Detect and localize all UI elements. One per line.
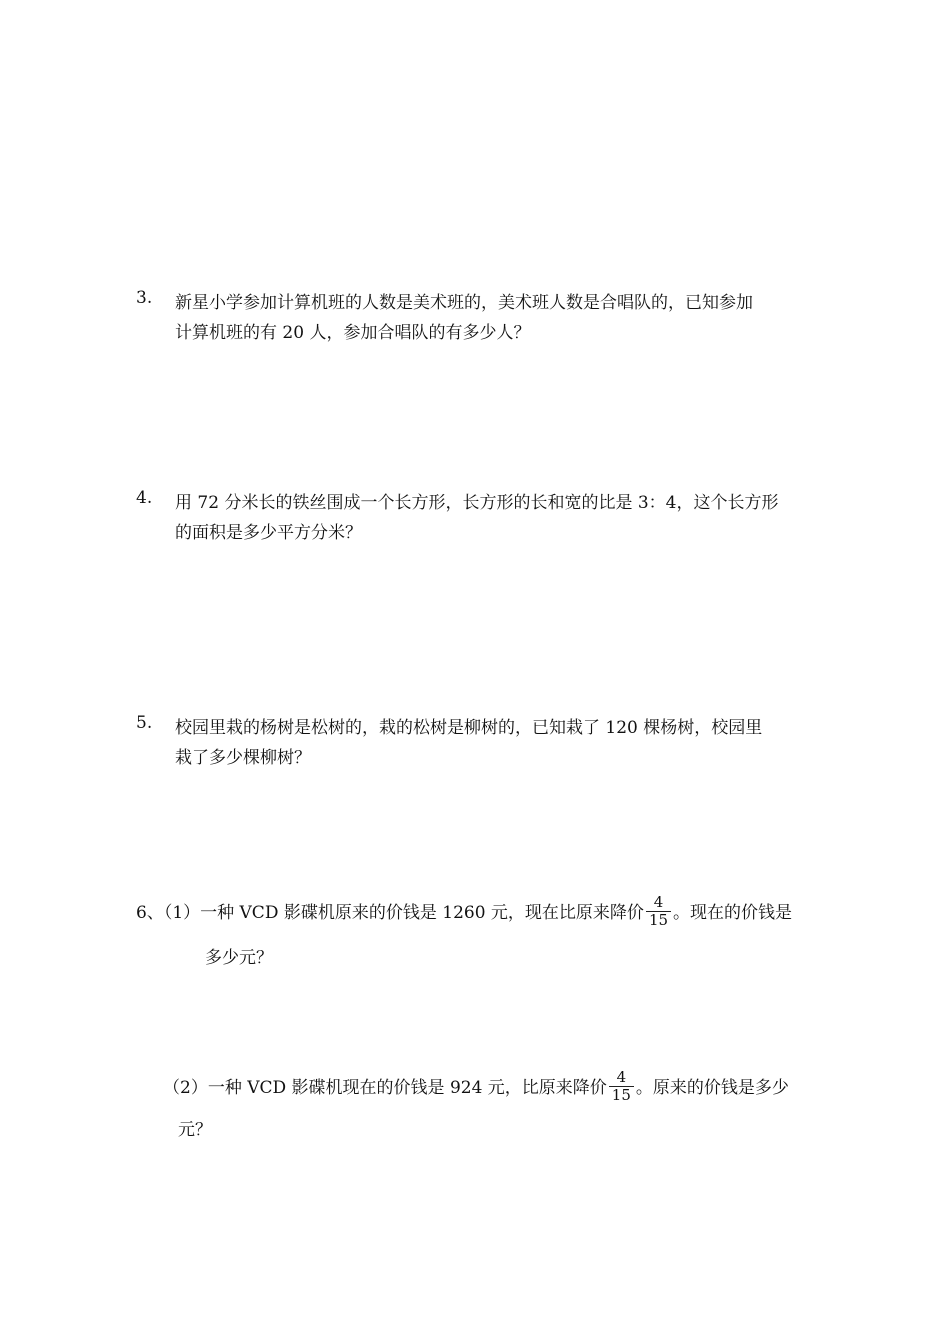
problem-text-segment: 。原来的价钱是多少 xyxy=(635,1078,789,1098)
problem-number: 4. xyxy=(136,488,153,508)
fraction-denominator: 15 xyxy=(646,911,671,929)
problem-text-line: 校园里栽的杨树是松树的，栽的松树是柳树的，已知栽了 120 棵杨树，校园里 xyxy=(175,718,763,738)
problem-text-line: 计算机班的有 20 人，参加合唱队的有多少人？ xyxy=(175,323,531,343)
problem-text-line xyxy=(136,893,793,931)
fraction-numerator: 4 xyxy=(616,1068,627,1086)
problem-text-segment: 6、（1）一种 VCD 影碟机原来的价钱是 1260 元，现在比原来降价 xyxy=(136,903,644,923)
fraction xyxy=(646,894,671,929)
problem-text-line: 元？ xyxy=(178,1120,212,1140)
problem-number: 5. xyxy=(136,713,153,733)
problem-number: 3. xyxy=(136,288,153,308)
problem-text-line: 用 72 分米长的铁丝围成一个长方形，长方形的长和宽的比是 3：4，这个长方形 xyxy=(175,493,779,513)
fraction xyxy=(609,1069,634,1104)
problem-text-segment: （2）一种 VCD 影碟机现在的价钱是 924 元，比原来降价 xyxy=(163,1078,607,1098)
fraction-numerator: 4 xyxy=(653,893,664,911)
fraction-denominator: 15 xyxy=(609,1086,634,1104)
problem-text-line: 栽了多少棵柳树？ xyxy=(175,748,311,768)
problem-text-line: 多少元？ xyxy=(205,948,273,968)
problem-text-line: 新星小学参加计算机班的人数是美术班的，美术班人数是合唱队的，已知参加 xyxy=(175,293,753,313)
problem-text-line xyxy=(163,1068,789,1106)
problem-text-segment: 。现在的价钱是 xyxy=(673,903,793,923)
problem-text-line: 的面积是多少平方分米？ xyxy=(175,523,362,543)
